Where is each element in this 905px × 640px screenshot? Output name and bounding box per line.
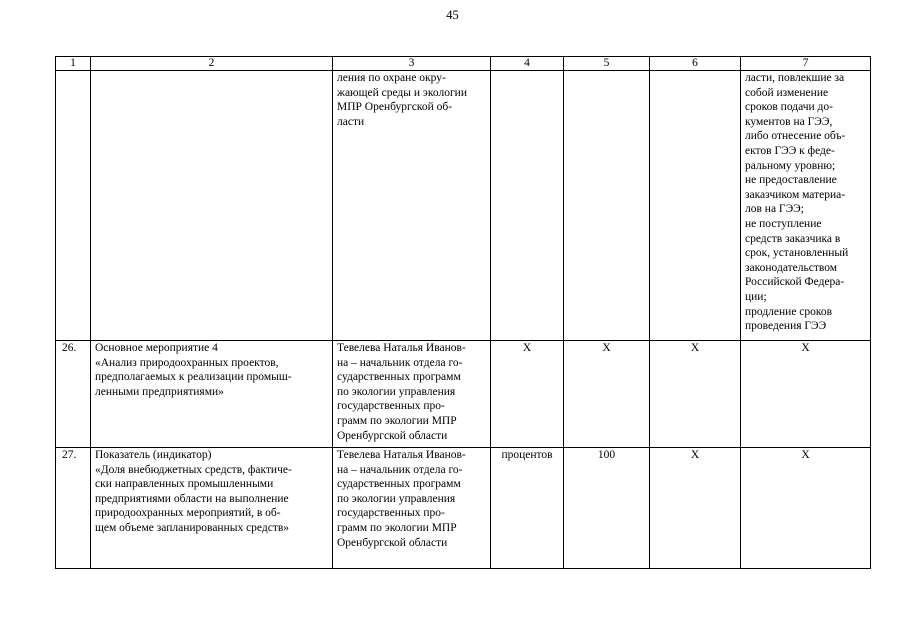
row-number: 27.	[56, 448, 91, 569]
continuation-row	[56, 71, 871, 341]
header-col-6: 6	[650, 57, 741, 71]
unit-cell: процентов	[491, 448, 564, 569]
header-col-4: 4	[491, 57, 564, 71]
document-table	[55, 56, 871, 569]
table-row-27	[56, 448, 871, 569]
cont-col5-cell	[564, 71, 650, 341]
unit-cell: Х	[491, 341, 564, 448]
row-number: 26.	[56, 341, 91, 448]
col7-cell: Х	[741, 448, 871, 569]
page-number: 45	[446, 8, 459, 22]
activity-name: Основное мероприятие 4 «Анализ природоохранных проектов, предполагаемых к реализации промыш- ленными предприятиями»	[91, 341, 333, 448]
indicator-name: Показатель (индикатор) «Доля внебюджетных средств, фактиче- ски направленных промышленными предприятиями области на выполнение природоохранных мероприятий, в об- щем объеме запланированных средств»	[91, 448, 333, 569]
responsible-person: Тевелева Наталья Иванов- на – начальник отдела го- сударственных программ по экологии управления государственных про- грамм по экологии МПР Оренбургской области	[333, 341, 491, 448]
cont-col4-cell	[491, 71, 564, 341]
table-row-26	[56, 341, 871, 448]
cont-responsible-cell: ления по охране окру- жающей среды и экологии МПР Оренбургской об- ласти	[333, 71, 491, 341]
header-col-7: 7	[741, 57, 871, 71]
header-col-1: 1	[56, 57, 91, 71]
col6-cell: Х	[650, 341, 741, 448]
col7-cell: Х	[741, 341, 871, 448]
cont-num-cell	[56, 71, 91, 341]
header-col-3: 3	[333, 57, 491, 71]
cont-risks-cell: ласти, повлекшие за собой изменение сроков подачи до- кументов на ГЭЭ, либо отнесение объ- ектов ГЭЭ к феде- ральному уровню; не предоставление заказчиком материа- лов на ГЭЭ; не поступление средств заказчика в срок, установленный законодательством Российской Федера- ции; продление сроков проведения ГЭЭ	[741, 71, 871, 341]
header-row	[56, 57, 871, 71]
responsible-person: Тевелева Наталья Иванов- на – начальник отдела го- сударственных программ по экологии управления государственных про- грамм по экологии МПР Оренбургской области	[333, 448, 491, 569]
value-cell: Х	[564, 341, 650, 448]
cont-name-cell	[91, 71, 333, 341]
header-col-2: 2	[91, 57, 333, 71]
cont-col6-cell	[650, 71, 741, 341]
value-cell: 100	[564, 448, 650, 569]
header-col-5: 5	[564, 57, 650, 71]
col6-cell: Х	[650, 448, 741, 569]
